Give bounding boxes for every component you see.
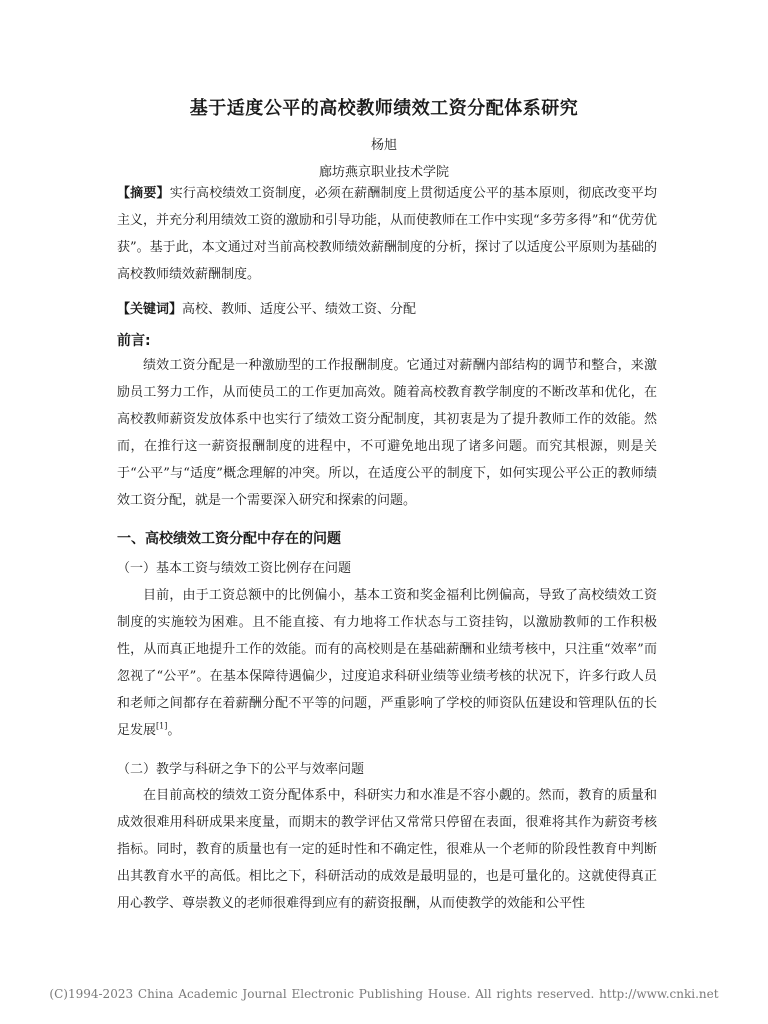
keywords-text: 高校、教师、适度公平、绩效工资、分配 <box>182 302 417 317</box>
subsection-2-heading: （二）教学与科研之争下的公平与效率问题 <box>117 762 365 777</box>
subsection-2-paragraph: 在目前高校的绩效工资分配体系中，科研实力和水准是不容小觑的。然而，教育的质量和成效很难用科研成果来度量，而期末的教学评估又常常只停留在表面，很难将其作为薪资考核指标。同时，教育的质量也有一定的延时性和不确定性，很难从一个老师的阶段性教育中判断出其教育水平的高低。相比之下，科研活动的成效是最明显的，也是可量化的。这就使得真正用心教学、尊崇教义的老师很难得到应有的薪资报酬，从而使教学的效能和公平性 <box>117 788 657 911</box>
keywords-label: 【关键词】 <box>117 302 183 317</box>
citation-ref: [1] <box>156 721 168 731</box>
preface-paragraph: 绩效工资分配是一种激励型的工作报酬制度。它通过对薪酬内部结构的调节和整合，来激励员工努力工作，从而使员工的工作更加高效。随着高校教育教学制度的不断改革和优化，在高校教师薪资发放体系中也实行了绩效工资分配制度，其初衷是为了提升教师工作的效能。然而，在推行这一薪资报酬制度的进程中，不可避免地出现了诸多问题。而究其根源，则是关于“公平”与“适度”概念理解的冲突。所以，在适度公平的制度下，如何实现公平公正的教师绩效工资分配，就是一个需要深入研究和探索的问题。 <box>117 358 657 508</box>
subsection-1-heading: （一）基本工资与绩效工资比例存在问题 <box>117 561 352 576</box>
paper-title: 基于适度公平的高校教师绩效工资分配体系研究 <box>189 98 579 119</box>
author-affiliation: 廊坊燕京职业技术学院 <box>318 165 449 180</box>
abstract-text: 实行高校绩效工资制度，必须在薪酬制度上贯彻适度公平的基本原则，彻底改变平均主义，并充分利用绩效工资的激励和引导功能，从而使教师在工作中实现“多劳多得”和“优劳优获”。基于此，本文通过对当前高校教师绩效薪酬制度的分析，探讨了以适度公平原则为基础的高校教师绩效薪酬制度。 <box>117 186 657 282</box>
copyright-footer: (C)1994-2023 China Academic Journal Electronic Publishing House. All rights reserved. http://www.cnki.net <box>49 987 719 1001</box>
preface-heading: 前言: <box>117 333 151 349</box>
section-1-heading: 一、高校绩效工资分配中存在的问题 <box>117 531 341 547</box>
subsection-1-paragraph <box>117 582 657 744</box>
abstract <box>117 180 657 288</box>
subsection-1-text: 目前，由于工资总额中的比例偏小，基本工资和奖金福利比例偏高，导致了高校绩效工资制度的实施较为困难。且不能直接、有力地将工作状态与工资挂钩，以激励教师的工作积极性，从而真正地提升工作的效能。而有的高校则是在基础薪酬和业绩考核中，只注重“效率”而忽视了“公平”。在基本保障待遇偏少，过度追求科研业绩等业绩考核的状况下，许多行政人员和老师之间都存在着薪酬分配不平等的问题，严重影响了学校的师资队伍建设和管理队伍的长足发展 <box>117 588 657 738</box>
subsection-1-end: 。 <box>167 723 181 738</box>
keywords <box>117 296 657 323</box>
abstract-label: 【摘要】 <box>117 186 170 201</box>
author-name: 杨旭 <box>370 138 397 153</box>
